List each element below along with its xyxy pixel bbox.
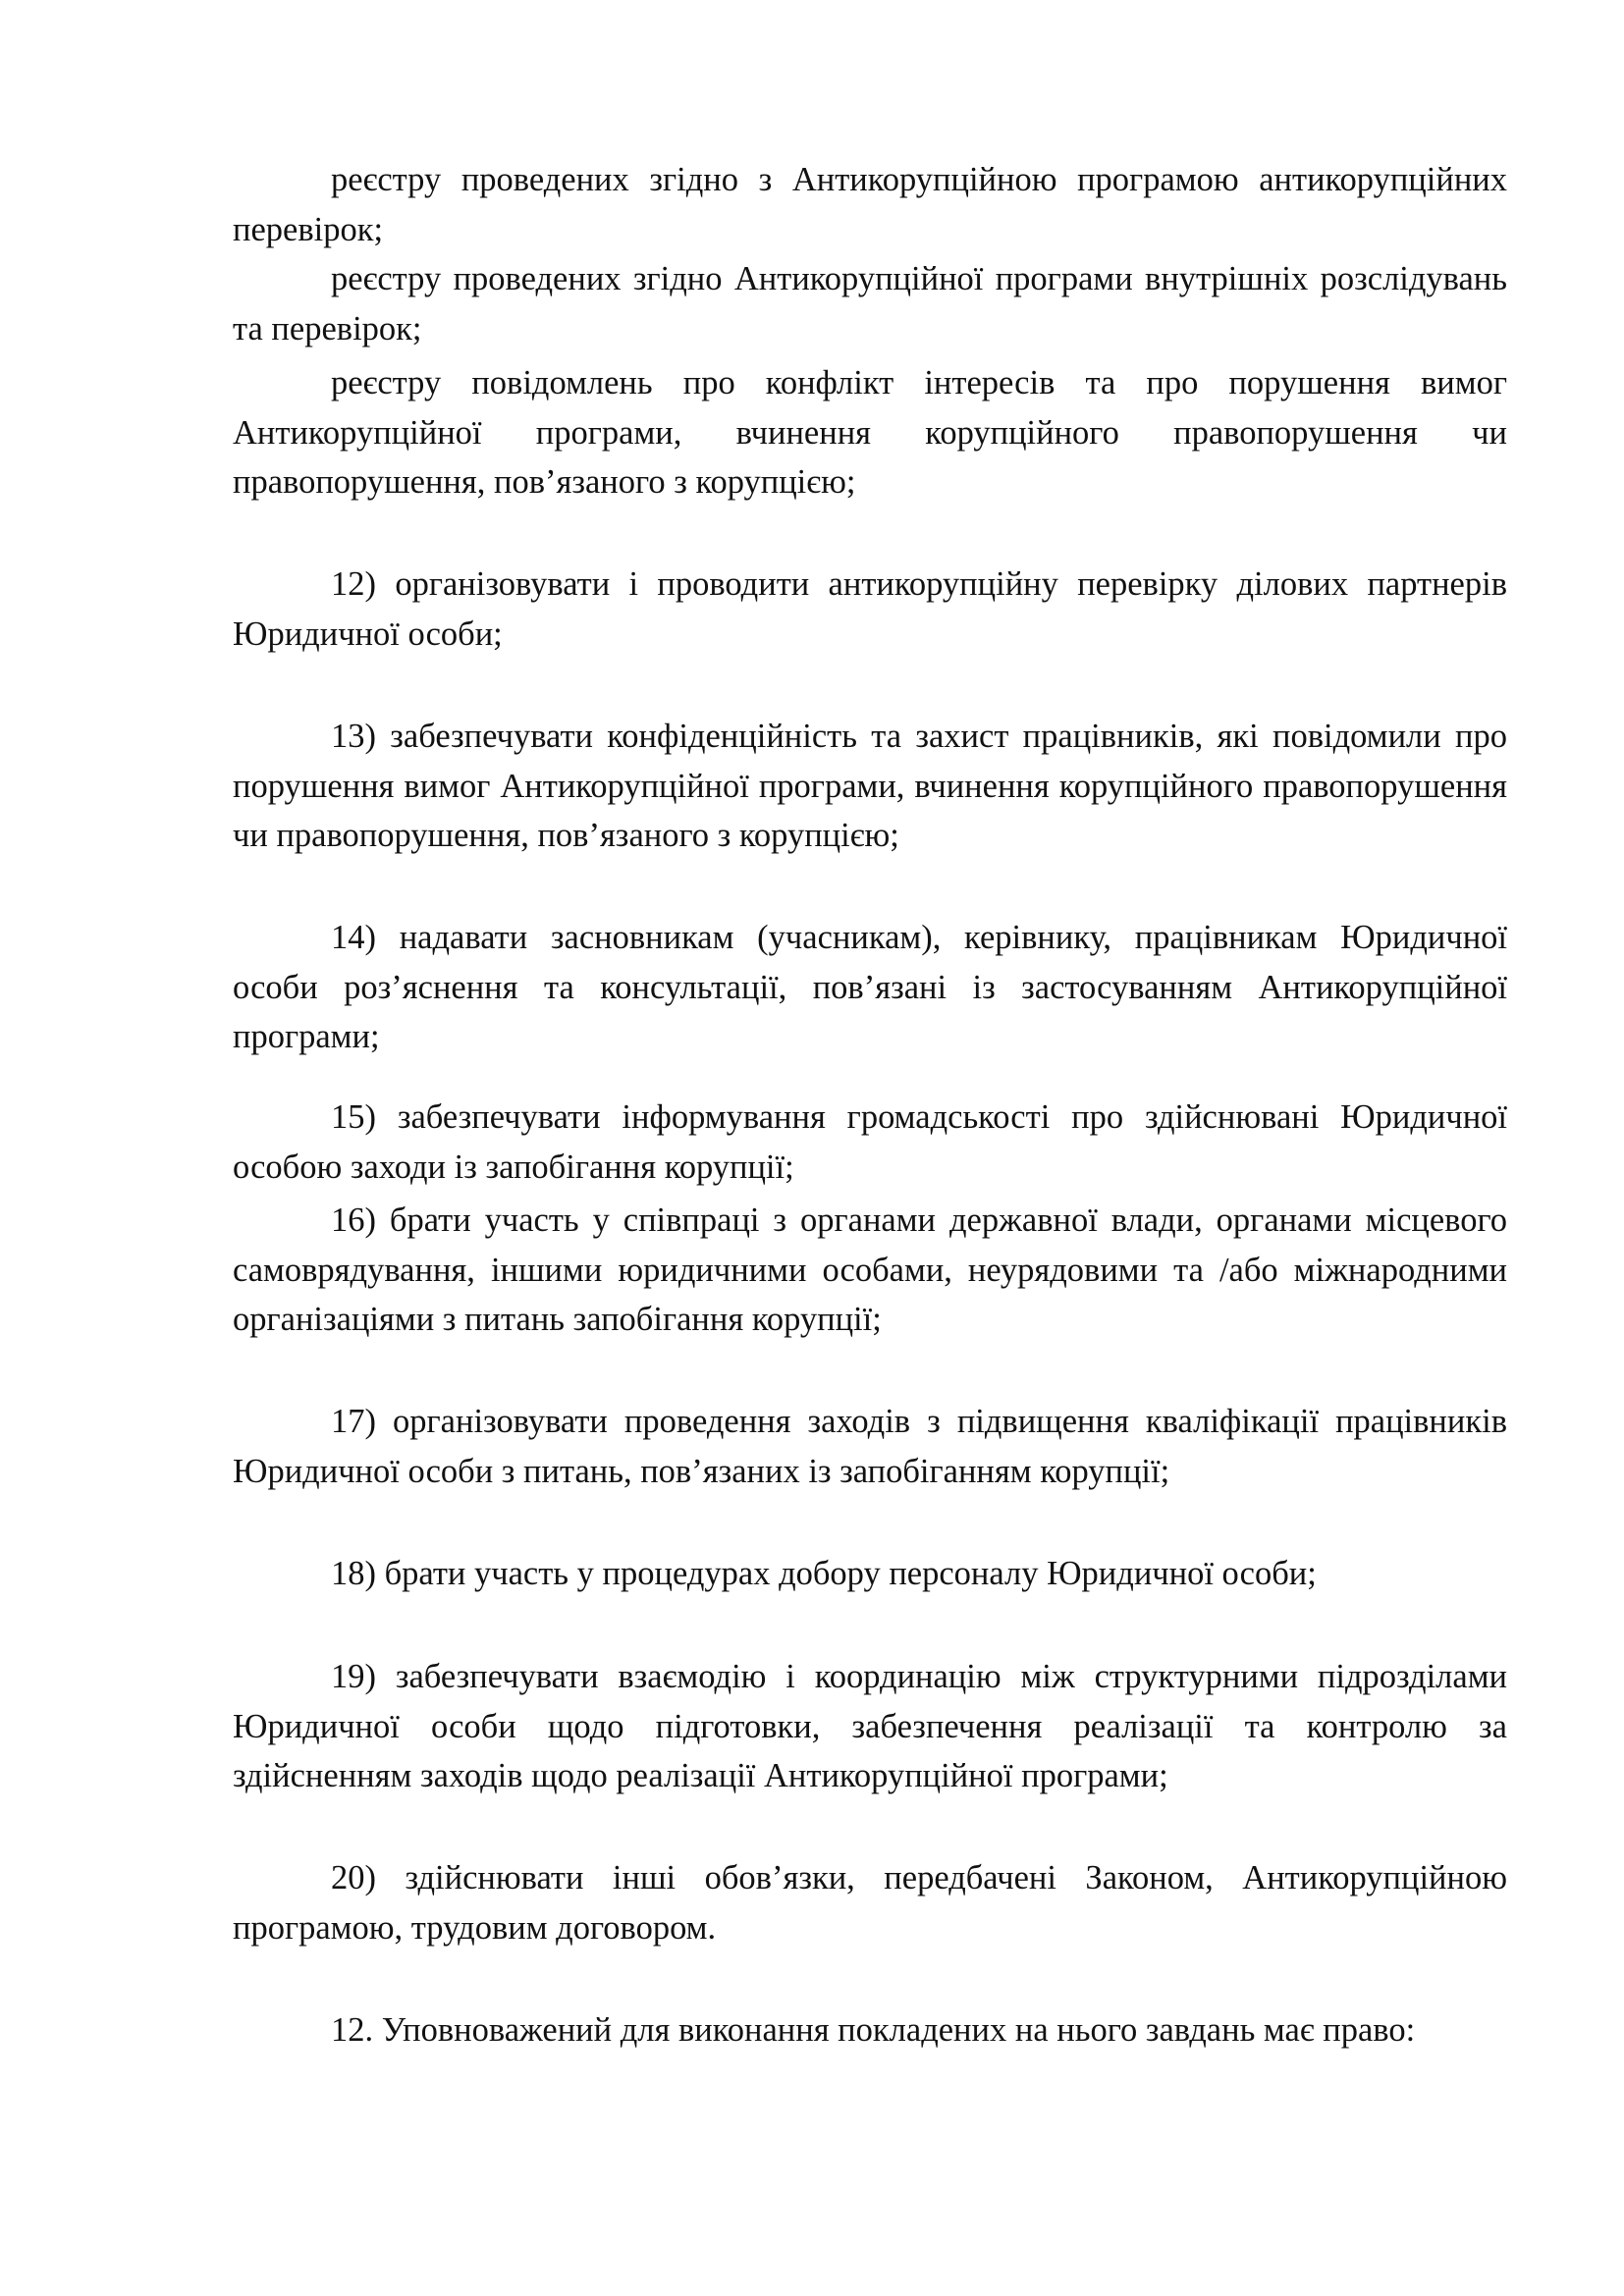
- paragraph-registry-internal-investigations: реєстру проведених згідно Антикорупційної програми внутрішніх розслідувань та перевірок;: [233, 260, 1507, 347]
- paragraph-section-12-rights: 12. Уповноважений для виконання покладених на нього завдань має право:: [331, 2011, 1416, 2049]
- paragraph-item-20: 20) здійснювати інші обов’язки, передбачені Законом, Антикорупційною програмою, трудовим договором.: [233, 1859, 1507, 1947]
- paragraph-item-15: 15) забезпечувати інформування громадськості про здійснювані Юридичної особою заходи із запобігання корупції;: [233, 1098, 1507, 1186]
- paragraph-item-19: 19) забезпечувати взаємодію і координацію між структурними підрозділами Юридичної особи щодо підготовки, забезпечення реалізації та контролю за здійсненням заходів щодо реалізації Антикорупційної програми;: [233, 1658, 1507, 1794]
- paragraph-registry-conflict-reports: реєстру повідомлень про конфлікт інтересів та про порушення вимог Антикорупційної програми, вчинення корупційного правопорушення чи правопорушення, пов’язаного з корупцією;: [233, 364, 1507, 501]
- paragraph-item-12: 12) організовувати і проводити антикорупційну перевірку ділових партнерів Юридичної особи;: [233, 565, 1507, 653]
- paragraph-item-16: 16) брати участь у співпраці з органами державної влади, органами місцевого самоврядування, іншими юридичними особами, неурядовими та /або міжнародними організаціями з питань запобігання корупції;: [233, 1201, 1507, 1338]
- paragraph-item-13: 13) забезпечувати конфіденційність та захист працівників, які повідомили про порушення вимог Антикорупційної програми, вчинення корупційного правопорушення чи правопорушення, пов’язаного з корупцією;: [233, 718, 1507, 854]
- paragraph-item-14: 14) надавати засновникам (учасникам), керівнику, працівникам Юридичної особи роз’яснення та консультації, пов’язані із застосуванням Антикорупційної програми;: [233, 919, 1507, 1055]
- paragraph-item-17: 17) організовувати проведення заходів з підвищення кваліфікації працівників Юридичної особи з питань, пов’язаних із запобіганням корупції;: [233, 1403, 1507, 1490]
- paragraph-registry-anticorruption-checks: реєстру проведених згідно з Антикорупційною програмою антикорупційних перевірок;: [233, 161, 1507, 248]
- paragraph-item-18: 18) брати участь у процедурах добору персоналу Юридичної особи;: [331, 1555, 1317, 1592]
